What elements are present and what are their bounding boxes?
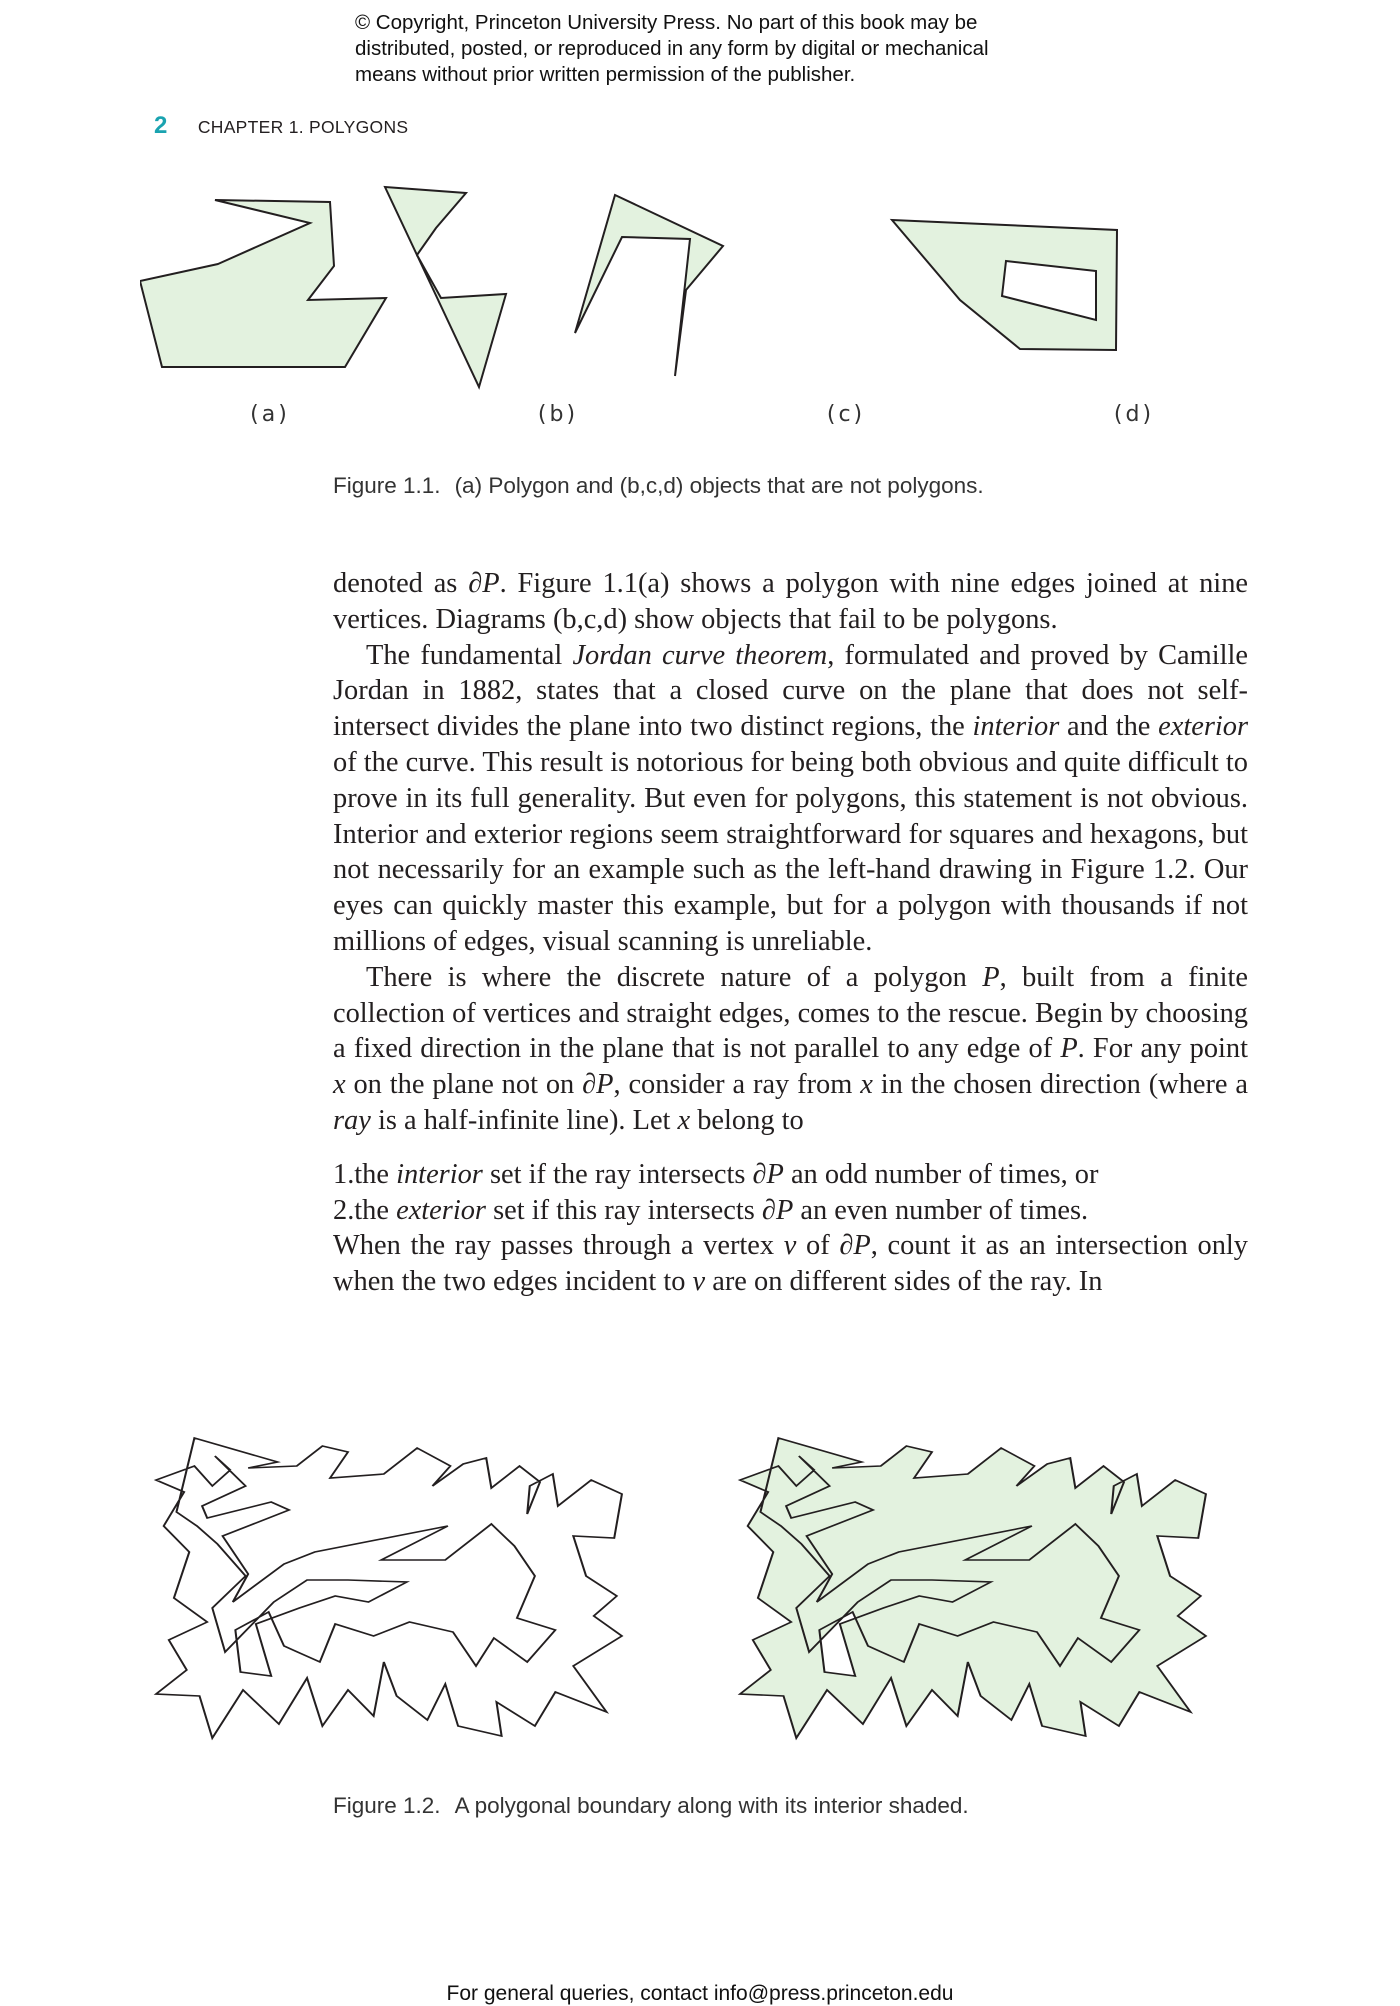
caption-text: A polygonal boundary along with its interior shaded.: [454, 1793, 969, 1818]
copyright-line: means without prior written permission of the publisher.: [355, 63, 856, 86]
list-item: 2.the exterior set if this ray intersects ∂P an even number of times.: [333, 1194, 1089, 1226]
caption-number: Figure 1.1.: [333, 473, 441, 498]
subfigure-label-c: (c): [826, 402, 866, 427]
body-text: [333, 566, 1248, 1300]
page-number: 2: [154, 112, 168, 139]
footer-contact: For general queries, contact info@press.princeton.edu: [446, 1982, 954, 2005]
caption-text: (a) Polygon and (b,c,d) objects that are not polygons.: [454, 473, 984, 498]
polygon-boundary: [156, 1438, 622, 1738]
copyright-line: © Copyright, Princeton University Press. No part of this book may be: [355, 11, 978, 34]
figure-1-2: [140, 1418, 1260, 1748]
subfigure-label-b: (b): [537, 402, 579, 427]
list-item: 1.the interior set if the ray intersects ∂P an odd number of times, or: [333, 1158, 1099, 1190]
copyright-line: distributed, posted, or reproduced in any form by digital or mechanical: [355, 37, 989, 60]
caption-number: Figure 1.2.: [333, 1793, 441, 1818]
copyright-notice: [355, 10, 1115, 88]
figure-1-1: [140, 170, 1260, 400]
polygon-with-hole-d: [892, 220, 1117, 350]
paragraph: There is where the discrete nature of a polygon P, built from a finite collection of vertices and straight edges, comes to the rescue. Begin by choosing a fixed direction in the plane that is not parallel to any edge of P. For any point x on the plane not on ∂P, consider a ray from x in the chosen direction (where a ray is a half-infinite line). Let x belong to: [333, 961, 1249, 1136]
subfigure-label-d: (d): [1113, 402, 1155, 427]
self-intersecting-shape-b: [385, 187, 506, 387]
polygon-a: [140, 200, 386, 367]
non-simple-shape-c: [575, 195, 723, 376]
chapter-heading: CHAPTER 1. POLYGONS: [197, 117, 409, 137]
paragraph: When the ray passes through a vertex v of ∂P, count it as an intersection only when the two edges incident to v are on different sides of the ray. In: [333, 1230, 1248, 1298]
paragraph: denoted as ∂P. Figure 1.1(a) shows a polygon with nine edges joined at nine vertices. Diagrams (b,c,d) show objects that fail to be polygons.: [333, 568, 1248, 635]
subfigure-label-a: (a): [250, 402, 290, 427]
figure-1-1-caption: [333, 473, 984, 499]
running-head: [154, 112, 408, 140]
paragraph: The fundamental Jordan curve theorem, formulated and proved by Camille Jordan in 1882, states that a closed curve on the plane that does not self-intersect divides the plane into two distinct regions, the interior and the exterior of the curve. This result is notorious for being both obvious and quite difficult to prove in its full generality. But even for polygons, this statement is not obvious. Interior and exterior regions seem straightforward for squares and hexagons, but not necessarily for an example such as the left-hand drawing in Figure 1.2. Our eyes can quickly master this example, but for a polygon with thousands if not millions of edges, visual scanning is unreliable.: [333, 639, 1248, 957]
polygon-interior-shaded: [740, 1438, 1206, 1738]
figure-1-2-caption: [333, 1793, 969, 1819]
